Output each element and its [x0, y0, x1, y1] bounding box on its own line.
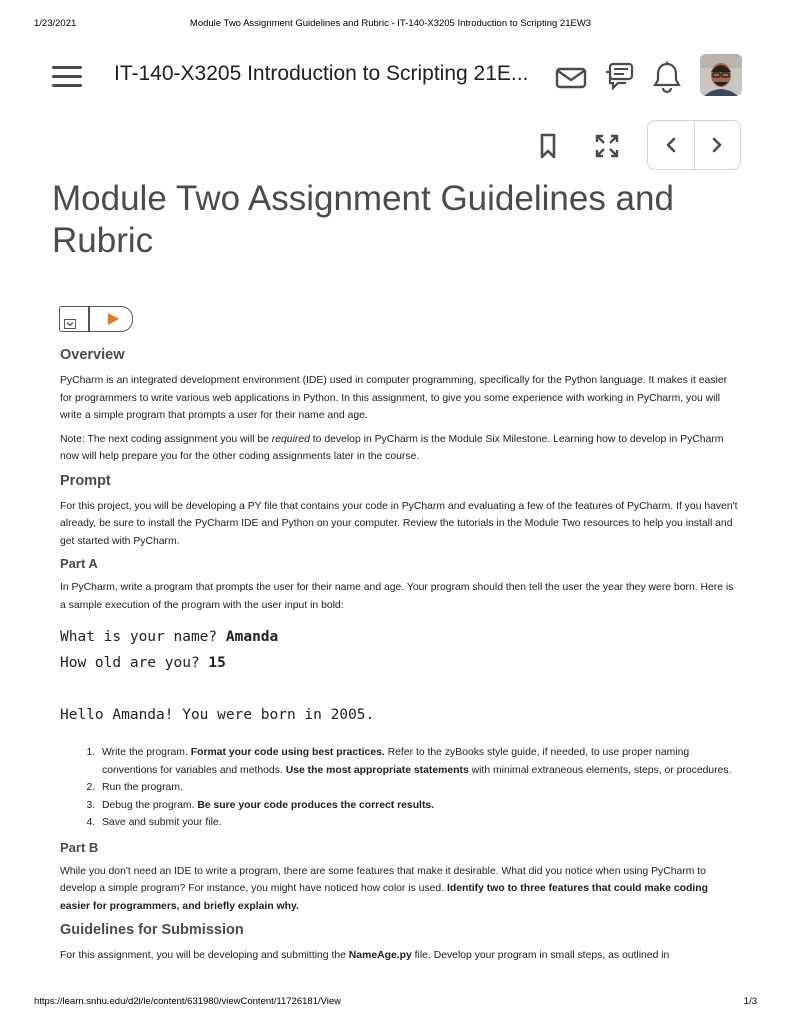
bookmark-icon[interactable]: [538, 133, 558, 159]
prompt-paragraph: For this project, you will be developing a PY file that contains your code in PyCharm and evaluating a few of the features of PyCharm. If you haven't already, be sure to install the PyCharm IDE and Python on your computer. Review the tutorials in the Module Two resources to help you install and get started with PyCharm.: [60, 500, 738, 547]
content-pager: [647, 120, 741, 170]
print-title: Module Two Assignment Guidelines and Rubric - IT-140-X3205 Introduction to Scripting 21EW3: [189, 18, 592, 29]
overview-heading: Overview: [60, 347, 125, 363]
code-line: What is your name? Amanda: [60, 629, 279, 645]
code-line: Hello Amanda! You were born in 2005.: [60, 707, 375, 723]
sample-execution: [60, 624, 740, 728]
print-date: 1/23/2021: [34, 18, 77, 29]
previous-topic-button[interactable]: [648, 121, 694, 169]
part-a-steps: [98, 744, 740, 832]
avatar[interactable]: [700, 54, 742, 96]
course-navbar: [50, 52, 750, 100]
chevron-down-icon[interactable]: [64, 319, 76, 329]
content-toolbar: [530, 120, 742, 170]
part-a-heading: Part A: [60, 556, 98, 571]
code-line: How old are you? 15: [60, 655, 226, 671]
fullscreen-icon[interactable]: [594, 133, 620, 159]
course-title[interactable]: IT-140-X3205 Introduction to Scripting 21E...: [114, 62, 529, 85]
list-item: 3. Debug the program. Be sure your code produces the correct results.: [98, 797, 740, 815]
chat-icon[interactable]: [602, 60, 636, 94]
list-item: 1. Write the program. Format your code using best practices. Refer to the zyBooks style guide, if needed, to use proper naming conventions for variables and methods. Use the most appropriate statements with minimal extraneous elements, steps, or procedures.: [98, 744, 740, 779]
print-header: [34, 18, 747, 32]
part-a-paragraph: In PyCharm, write a program that prompts the user for their name and age. Your program should then tell the user the year they were born. Here is a sample execution of the program with the user input in bold:: [60, 582, 734, 611]
print-page-number: 1/3: [743, 996, 757, 1007]
assignment-content: [60, 346, 740, 971]
prompt-heading: Prompt: [60, 472, 111, 489]
overview-paragraph: PyCharm is an integrated development environment (IDE) used in computer programming, specifically for the Python language. It makes it easier for programmers to write various web applications in Python. In this assignment, to give you some experience with working in PyCharm, you will write a simple program that prompts a user for their name and age.: [60, 375, 728, 421]
read-aloud-player[interactable]: [59, 306, 133, 332]
submission-heading: Guidelines for Submission: [60, 922, 244, 938]
next-topic-button[interactable]: [694, 121, 740, 169]
play-icon[interactable]: [106, 312, 120, 326]
part-b-paragraph: While you don't need an IDE to write a program, there are some features that make it desirable. What did you notice when using PyCharm to develop a simple program? For instance, you might have noticed how color is used. Identify two to three features that could make coding easier for programmers, and briefly explain why.: [60, 865, 708, 912]
submission-paragraph: For this assignment, you will be developing and submitting the NameAge.py file. Develop your program in small steps, as outlined in: [60, 950, 670, 961]
print-url: https://learn.snhu.edu/d2l/le/content/631980/viewContent/11726181/View: [34, 996, 342, 1007]
bell-icon[interactable]: [650, 60, 684, 94]
page-title: Module Two Assignment Guidelines and Rubric: [52, 179, 674, 260]
list-item: 4. Save and submit your file.: [98, 814, 740, 832]
menu-icon[interactable]: [52, 66, 82, 88]
mail-icon[interactable]: [554, 60, 588, 94]
chevron-right-icon: [710, 137, 724, 153]
chevron-left-icon: [664, 137, 678, 153]
list-item: 2. Run the program.: [98, 779, 740, 797]
part-b-heading: Part B: [60, 839, 99, 855]
print-footer: [34, 996, 757, 1010]
overview-note: Note: The next coding assignment you will be required to develop in PyCharm is the Module Six Milestone. Learning how to develop in PyCharm now will help prepare you for the other coding assignments later in the course.: [60, 433, 724, 462]
